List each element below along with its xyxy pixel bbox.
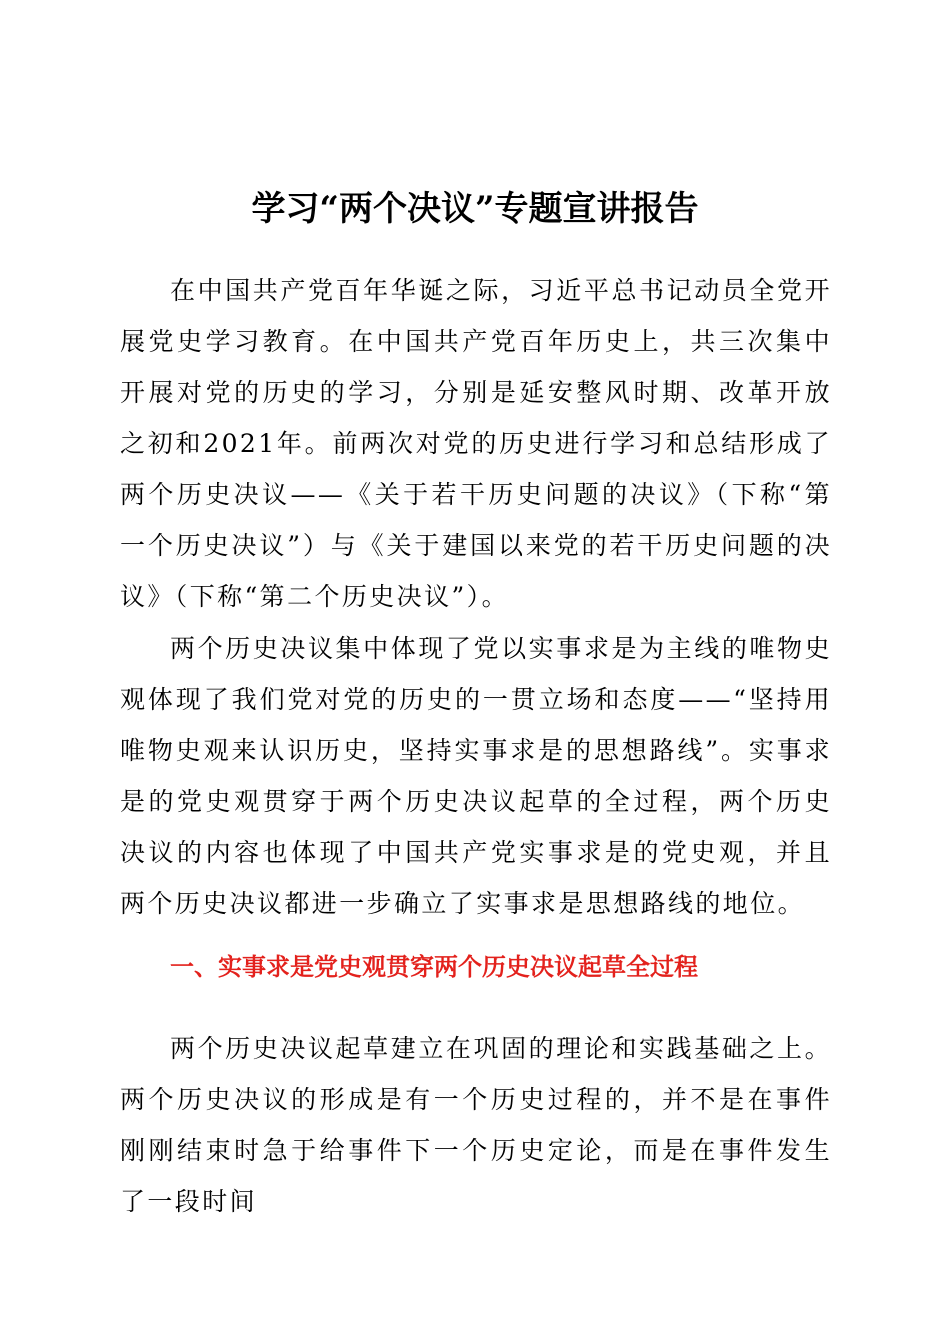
- paragraph-historical-materialism: 两个历史决议集中体现了党以实事求是为主线的唯物史观体现了我们党对党的历史的一贯立场和态度——“坚持用唯物史观来认识历史，坚持实事求是的思想路线”。实事求是的党史观贯穿于两个历史决议起草的全过程，两个历史决议的内容也体现了中国共产党实事求是的党史观，并且两个历史决议都进一步确立了实事求是思想路线的地位。: [120, 634, 832, 918]
- paragraph-intro: 在中国共产党百年华诞之际，习近平总书记动员全党开展党史学习教育。在中国共产党百年历史上，共三次集中开展对党的历史的学习，分别是延安整风时期、改革开放之初和2021年。前两次对党的历史进行学习和总结形成了两个历史决议——《关于若干历史问题的决议》（下称“第一个历史决议”）与《关于建国以来党的若干历史问题的决议》（下称“第二个历史决议”）。: [120, 276, 832, 611]
- paragraph-drafting-basis: 两个历史决议起草建立在巩固的理论和实践基础之上。两个历史决议的形成是有一个历史过程的，并不是在事件刚刚结束时急于给事件下一个历史定论，而是在事件发生了一段时间: [120, 1034, 832, 1216]
- section-heading-one: 一、实事求是党史观贯穿两个历史决议起草全过程: [170, 953, 698, 981]
- document-title: 学习“两个决议”专题宣讲报告: [251, 189, 699, 229]
